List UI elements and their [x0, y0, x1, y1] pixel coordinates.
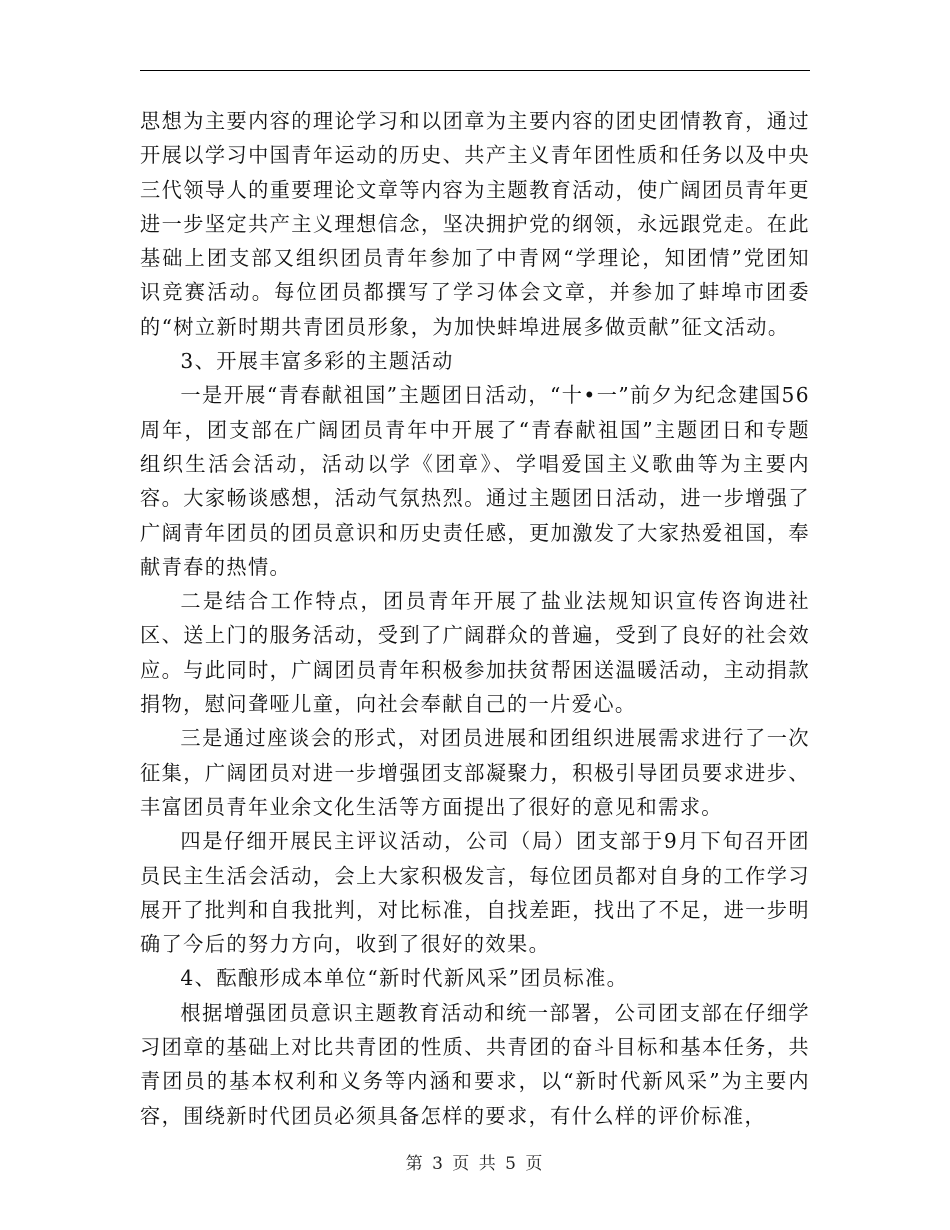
paragraph-3: 一是开展“青春献祖国”主题团日活动，“十•一”前夕为纪念建国56周年，团支部在广阔团员青年中开展了“青春献祖国”主题团日和专题组织生活会活动，活动以学《团章》、学唱爱国主义歌曲等为主要内容。大家畅谈感想，活动气氛热烈。通过主题团日活动，进一步增强了广阔青年团员的团员意识和历史责任感，更加激发了大家热爱祖国，奉献青春的热情。 — [140, 383, 810, 579]
paragraph-8: 根据增强团员意识主题教育活动和统一部署，公司团支部在仔细学习团章的基础上对比共青团的性质、共青团的奋斗目标和基本任务，共青团员的基本权利和义务等内涵和要求，以“新时代新风采”为主要内容，围绕新时代团员必须具备怎样的要求，有什么样的评价标准， — [140, 1000, 810, 1128]
paragraph-4: 二是结合工作特点，团员青年开展了盐业法规知识宣传咨询进社区、送上门的服务活动，受到了广阔群众的普遍，受到了良好的社会效应。与此同时，广阔团员青年积极参加扶贫帮困送温暖活动，主动捐款捐物，慰问聋哑儿童，向社会奉献自己的一片爱心。 — [140, 589, 810, 717]
paragraph-7-heading: 4、酝酿形成本单位“新时代新风采”团员标准。 — [180, 966, 629, 991]
paragraph-1: 思想为主要内容的理论学习和以团章为主要内容的团史团情教育，通过开展以学习中国青年运动的历史、共产主义青年团性质和任务以及中央三代领导人的重要理论文章等内容为主题教育活动，使广阔团员青年更进一步坚定共产主义理想信念，坚决拥护党的纲领，永远跟党走。在此基础上团支部又组织团员青年参加了中青网“学理论，知团情”党团知识竞赛活动。每位团员都撰写了学习体会文章，并参加了蚌埠市团委的“树立新时期共青团员形象，为加快蚌埠进展多做贡献”征文活动。 — [140, 109, 810, 339]
document-body — [140, 104, 810, 1133]
page-number-footer: 第 3 页 共 5 页 — [405, 1154, 545, 1174]
paragraph-6: 四是仔细开展民主评议活动，公司（局）团支部于9月下旬召开团员民主生活会活动，会上大家积极发言，每位团员都对自身的工作学习展开了批判和自我批判，对比标准，自找差距，找出了不足，进一步明确了今后的努力方向，收到了很好的效果。 — [140, 829, 810, 957]
paragraph-5: 三是通过座谈会的形式，对团员进展和团组织进展需求进行了一次征集，广阔团员对进一步增强团支部凝聚力，积极引导团员要求进步、丰富团员青年业余文化生活等方面提出了很好的意见和需求。 — [140, 726, 810, 819]
header-rule — [140, 70, 810, 71]
paragraph-2-heading: 3、开展丰富多彩的主题活动 — [180, 349, 454, 374]
